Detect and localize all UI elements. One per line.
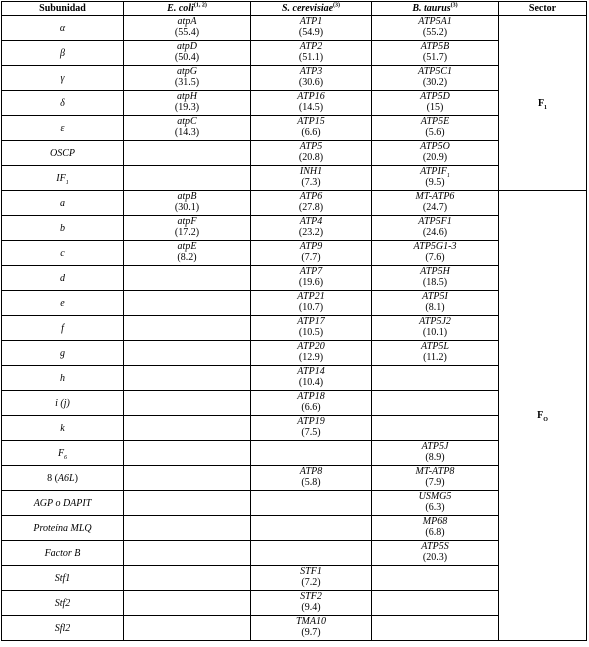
subunit-cell: [2, 41, 124, 66]
bt-mass: (6.8): [425, 527, 445, 538]
scer-gene-name: [251, 266, 371, 277]
bt-mass: (55.2): [422, 27, 448, 38]
subunit-cell: [2, 591, 124, 616]
bt-cell: [372, 566, 499, 591]
ecoli-cell: [124, 566, 251, 591]
subunit-close: ): [74, 472, 78, 484]
ecoli-mass: (31.5): [174, 77, 200, 88]
bt-cell: [372, 591, 499, 616]
scer-gene-text: ATP1: [299, 16, 323, 27]
subunit-cell: [2, 16, 124, 41]
scer-gene-name: [251, 91, 371, 102]
scer-mass: (10.5): [298, 327, 324, 338]
subunit-name: k: [60, 422, 65, 434]
scer-gene-text: ATP5: [299, 141, 323, 152]
bt-mass: (15): [426, 102, 444, 113]
ecoli-cell: [124, 516, 251, 541]
ecoli-cell: [124, 366, 251, 391]
ecoli-cell: [124, 616, 251, 641]
bt-mass: (18.5): [422, 277, 448, 288]
subunit-name: h: [60, 372, 65, 384]
subunit-name: δ: [60, 97, 65, 109]
scer-gene-name: [251, 416, 371, 427]
ecoli-gene-name: [124, 191, 250, 202]
scer-cell: [251, 416, 372, 441]
ecoli-mass: (30.1): [174, 202, 200, 213]
scer-mass: (14.5): [298, 102, 324, 113]
scer-mass: (10.7): [298, 302, 324, 313]
scer-gene-name: [251, 316, 371, 327]
bt-mass: (8.1): [425, 302, 445, 313]
subunit-number: 8 (: [47, 472, 58, 484]
scer-gene-name: [251, 191, 371, 202]
subunit-name: Proteína MLQ: [33, 522, 92, 534]
scer-gene-name: [251, 616, 371, 627]
scer-mass: (5.8): [301, 477, 321, 488]
bt-cell: [372, 141, 499, 166]
scer-mass: (7.5): [301, 427, 321, 438]
scer-cell: [251, 141, 372, 166]
subunit-cell: [2, 191, 124, 216]
bt-gene-text: ATP5I: [422, 291, 448, 302]
bt-gene-text: ATP5C1: [417, 66, 453, 77]
scer-mass: (7.2): [301, 577, 321, 588]
bt-gene-name: [372, 166, 498, 177]
subunit-cell: [2, 366, 124, 391]
bt-gene-name: [372, 266, 498, 277]
ecoli-gene-text: atpC: [177, 116, 197, 127]
subunit-cell: [2, 341, 124, 366]
ecoli-cell: [124, 141, 251, 166]
ecoli-cell: [124, 316, 251, 341]
subunit-name: α: [59, 22, 66, 34]
bt-cell: [372, 516, 499, 541]
scer-gene-text: ATP20: [297, 341, 325, 352]
subunit-name: g: [60, 347, 65, 359]
bt-cell: [372, 166, 499, 191]
header-bt-name: B. taurus: [412, 3, 451, 14]
bt-gene-name: [372, 91, 498, 102]
scer-gene-name: [251, 141, 371, 152]
scer-mass: (51.1): [298, 52, 324, 63]
ecoli-gene-name: [124, 216, 250, 227]
scer-mass: (10.4): [298, 377, 324, 388]
ecoli-gene-name: [124, 41, 250, 52]
ecoli-gene-name: [124, 16, 250, 27]
ecoli-mass: (50.4): [174, 52, 200, 63]
bt-gene-text: ATP5J: [421, 441, 449, 452]
scer-mass: (7.7): [301, 252, 321, 263]
bt-gene-name: [372, 491, 498, 502]
sector-fo-sub: O: [543, 417, 548, 423]
bt-gene-name: [372, 466, 498, 477]
ecoli-cell: [124, 466, 251, 491]
bt-gene-name: [372, 66, 498, 77]
scer-gene-name: [251, 391, 371, 402]
ecoli-cell: [124, 591, 251, 616]
ecoli-cell: [124, 416, 251, 441]
subunit-subscript: 1: [65, 179, 69, 186]
subunit-cell: [2, 516, 124, 541]
bt-mass: (7.9): [425, 477, 445, 488]
scer-cell: [251, 516, 372, 541]
ecoli-cell: [124, 116, 251, 141]
subunit-cell: [2, 66, 124, 91]
subunit-cell: [2, 116, 124, 141]
scer-gene-text: ATP3: [299, 66, 323, 77]
subunit-name: b: [60, 222, 65, 234]
bt-cell: [372, 41, 499, 66]
ecoli-cell: [124, 291, 251, 316]
ecoli-gene-text: atpD: [177, 41, 197, 52]
scer-gene-text: ATP2: [299, 41, 323, 52]
ecoli-cell: [124, 541, 251, 566]
scer-gene-name: [251, 366, 371, 377]
scer-gene-text: ATP21: [297, 291, 325, 302]
scer-gene-name: [251, 341, 371, 352]
bt-gene-text: ATPIF: [420, 166, 447, 177]
scer-mass: (7.3): [301, 177, 321, 188]
bt-cell: [372, 466, 499, 491]
header-scer-ref: (3): [333, 2, 341, 9]
bt-gene-text: ATP5B: [420, 41, 450, 52]
bt-gene-text: ATP5H: [420, 266, 450, 277]
ecoli-mass: (19.3): [174, 102, 200, 113]
subunit-name: i (j): [55, 397, 70, 409]
scer-gene-name: [251, 41, 371, 52]
bt-gene-text: ATP5J2: [419, 316, 451, 327]
subunit-name: Factor B: [44, 547, 81, 559]
header-ecoli: [124, 2, 251, 16]
subunit-cell: [2, 491, 124, 516]
subunit-cell: [2, 241, 124, 266]
subunit-cell: [2, 416, 124, 441]
bt-gene-name: [372, 316, 498, 327]
bt-gene-name: [372, 341, 498, 352]
bt-mass: (7.6): [425, 252, 445, 263]
sector-f1: [499, 16, 587, 191]
table-row: [2, 191, 587, 216]
scer-cell: [251, 266, 372, 291]
ecoli-cell: [124, 66, 251, 91]
bt-gene-text: MP68: [422, 516, 448, 527]
subunit-name: IF: [56, 172, 66, 184]
bt-cell: [372, 441, 499, 466]
bt-cell: [372, 616, 499, 641]
scer-cell: [251, 591, 372, 616]
bt-mass: (20.3): [422, 552, 448, 563]
header-sector: Sector: [499, 2, 587, 16]
bt-cell: [372, 341, 499, 366]
subunit-cell: [2, 141, 124, 166]
scer-gene-text: STF2: [300, 591, 322, 602]
sector-fo-main: F: [537, 410, 544, 421]
ecoli-cell: [124, 41, 251, 66]
scer-gene-text: TMA10: [296, 616, 326, 627]
subunit-cell: [2, 441, 124, 466]
bt-gene-text: ATP5F1: [418, 216, 452, 227]
subunit-name: ε: [60, 122, 65, 134]
subunit-name: d: [60, 272, 65, 284]
bt-gene-name: [372, 541, 498, 552]
scer-cell: [251, 341, 372, 366]
subunit-name: Stf2: [54, 597, 71, 609]
bt-mass: (30.2): [422, 77, 448, 88]
scer-gene-name: [251, 216, 371, 227]
subunit-cell: [2, 91, 124, 116]
header-ecoli-ref: (1, 2): [193, 2, 207, 9]
bt-gene-text: ATP5S: [421, 541, 449, 552]
header-scerevisiae: [251, 2, 372, 16]
subunit-name: Stf1: [54, 572, 71, 584]
bt-mass: (51.7): [422, 52, 448, 63]
bt-cell: [372, 316, 499, 341]
bt-gene-name: [372, 241, 498, 252]
scer-cell: [251, 66, 372, 91]
ecoli-cell: [124, 216, 251, 241]
ecoli-cell: [124, 266, 251, 291]
subunit-name: c: [60, 247, 65, 259]
bt-mass: (20.9): [422, 152, 448, 163]
scer-cell: [251, 166, 372, 191]
ecoli-gene-name: [124, 66, 250, 77]
bt-cell: [372, 216, 499, 241]
scer-mass: (6.6): [301, 127, 321, 138]
bt-cell: [372, 541, 499, 566]
ecoli-gene-name: [124, 116, 250, 127]
bt-gene-name: [372, 516, 498, 527]
subunit-name: OSCP: [50, 147, 75, 159]
bt-cell: [372, 491, 499, 516]
scer-gene-text: ATP9: [299, 241, 323, 252]
scer-cell: [251, 366, 372, 391]
bt-cell: [372, 16, 499, 41]
scer-mass: (54.9): [298, 27, 324, 38]
scer-gene-text: STF1: [300, 566, 322, 577]
subunit-name: Sfl2: [54, 622, 71, 634]
scer-gene-text: ATP15: [297, 116, 325, 127]
subunit-cell: [2, 316, 124, 341]
scer-cell: [251, 566, 372, 591]
ecoli-cell: [124, 341, 251, 366]
ecoli-cell: [124, 391, 251, 416]
subunit-alias: A6L: [57, 472, 75, 484]
ecoli-gene-text: atpH: [177, 91, 197, 102]
bt-gene-name: [372, 216, 498, 227]
scer-gene-name: [251, 241, 371, 252]
scer-gene-name: [251, 66, 371, 77]
scer-cell: [251, 316, 372, 341]
scer-gene-text: ATP4: [299, 216, 323, 227]
scer-gene-text: ATP8: [299, 466, 323, 477]
bt-gene-text: ATP5D: [420, 91, 450, 102]
scer-mass: (27.8): [298, 202, 324, 213]
scer-gene-text: INH1: [299, 166, 323, 177]
sector-f1-main: F: [537, 97, 545, 109]
scer-mass: (9.4): [301, 602, 321, 613]
bt-cell: [372, 391, 499, 416]
ecoli-gene-text: atpE: [177, 241, 197, 252]
ecoli-gene-text: atpG: [177, 66, 197, 77]
bt-mass: (5.6): [425, 127, 445, 138]
ecoli-mass: (17.2): [174, 227, 200, 238]
bt-mass: (6.3): [425, 502, 445, 513]
bt-gene-name: [372, 16, 498, 27]
header-scer-name: S. cerevisiae: [281, 3, 334, 14]
scer-mass: (23.2): [298, 227, 324, 238]
ecoli-mass: (55.4): [174, 27, 200, 38]
bt-gene-name: [372, 41, 498, 52]
bt-gene-text: ATP5O: [420, 141, 450, 152]
bt-gene-name: [372, 441, 498, 452]
bt-cell: [372, 291, 499, 316]
bt-gene-name: [372, 141, 498, 152]
scer-mass: (19.6): [298, 277, 324, 288]
header-btaurus: [372, 2, 499, 16]
scer-gene-name: [251, 16, 371, 27]
subunit-cell: [2, 166, 124, 191]
ecoli-cell: [124, 241, 251, 266]
subunit-cell: [2, 566, 124, 591]
bt-gene-text: MT-ATP8: [415, 466, 455, 477]
bt-mass: (24.7): [422, 202, 448, 213]
scer-gene-text: ATP17: [297, 316, 325, 327]
ecoli-cell: [124, 191, 251, 216]
scer-cell: [251, 441, 372, 466]
bt-gene-text: MT-ATP6: [415, 191, 455, 202]
scer-cell: [251, 216, 372, 241]
subunit-cell: [2, 466, 124, 491]
header-row: [2, 2, 587, 16]
bt-mass: (11.2): [423, 352, 447, 363]
bt-cell: [372, 191, 499, 216]
scer-gene-name: [251, 591, 371, 602]
scer-cell: [251, 41, 372, 66]
scer-gene-text: ATP7: [299, 266, 323, 277]
ecoli-gene-text: atpF: [177, 216, 197, 227]
bt-gene-text: USMG5: [418, 491, 452, 502]
scer-cell: [251, 116, 372, 141]
subunit-cell: [2, 616, 124, 641]
scer-mass: (9.7): [301, 627, 321, 638]
scer-cell: [251, 191, 372, 216]
bt-cell: [372, 366, 499, 391]
subunit-name: a: [60, 197, 65, 209]
sector-f1-sub: 1: [544, 104, 548, 111]
subunit-name: F: [57, 447, 65, 459]
scer-cell: [251, 616, 372, 641]
subunit-cell: [2, 391, 124, 416]
header-ecoli-name: E. coli: [167, 3, 194, 14]
scer-gene-name: [251, 566, 371, 577]
bt-gene-text: ATP5G1-3: [413, 241, 457, 252]
scer-gene-text: ATP6: [299, 191, 323, 202]
table-body: [2, 16, 587, 641]
table-row: [2, 16, 587, 41]
ecoli-mass: (8.2): [177, 252, 197, 263]
ecoli-gene-name: [124, 91, 250, 102]
ecoli-gene-text: atpB: [177, 191, 197, 202]
bt-cell: [372, 91, 499, 116]
scer-mass: (30.6): [298, 77, 324, 88]
bt-cell: [372, 266, 499, 291]
subunit-name: β: [60, 47, 65, 59]
bt-cell: [372, 241, 499, 266]
subunit-name: f: [61, 322, 64, 334]
header-subunit: Subunidad: [2, 2, 124, 16]
scer-cell: [251, 391, 372, 416]
scer-cell: [251, 541, 372, 566]
scer-gene-text: ATP19: [297, 416, 325, 427]
ecoli-cell: [124, 16, 251, 41]
subunit-table: [1, 1, 587, 641]
bt-gene-text: ATP5L: [421, 341, 449, 352]
subunit-subscript: 6: [64, 454, 68, 461]
bt-gene-text: ATP5A1: [418, 16, 452, 27]
bt-gene-name: [372, 291, 498, 302]
bt-gene-name: [372, 191, 498, 202]
scer-cell: [251, 491, 372, 516]
scer-mass: (12.9): [298, 352, 324, 363]
scer-cell: [251, 241, 372, 266]
scer-gene-text: ATP14: [297, 366, 325, 377]
sector-fo: [499, 191, 587, 641]
ecoli-cell: [124, 491, 251, 516]
ecoli-mass: (14.3): [174, 127, 200, 138]
bt-mass: (24.6): [422, 227, 448, 238]
header-bt-ref: (3): [450, 2, 458, 9]
ecoli-cell: [124, 91, 251, 116]
subunit-name: γ: [60, 72, 65, 84]
scer-gene-name: [251, 466, 371, 477]
subunit-cell: [2, 216, 124, 241]
scer-gene-name: [251, 116, 371, 127]
scer-cell: [251, 16, 372, 41]
bt-gene-text: ATP5E: [420, 116, 450, 127]
bt-mass: (10.1): [422, 327, 448, 338]
ecoli-cell: [124, 166, 251, 191]
scer-mass: (20.8): [298, 152, 324, 163]
subunit-name: e: [60, 297, 65, 309]
bt-cell: [372, 66, 499, 91]
bt-mass: (9.5): [425, 177, 445, 188]
subunit-cell: [2, 541, 124, 566]
scer-gene-text: ATP16: [297, 91, 325, 102]
bt-gene-subscript: 1: [446, 173, 450, 179]
ecoli-gene-name: [124, 241, 250, 252]
scer-gene-name: [251, 291, 371, 302]
scer-gene-text: ATP18: [297, 391, 325, 402]
bt-cell: [372, 116, 499, 141]
ecoli-gene-text: atpA: [177, 16, 197, 27]
subunit-cell: [2, 266, 124, 291]
ecoli-cell: [124, 441, 251, 466]
scer-cell: [251, 291, 372, 316]
subunit-cell: [2, 291, 124, 316]
scer-cell: [251, 91, 372, 116]
bt-mass: (8.9): [425, 452, 445, 463]
scer-cell: [251, 466, 372, 491]
scer-gene-name: [251, 166, 371, 177]
scer-mass: (6.6): [301, 402, 321, 413]
bt-cell: [372, 416, 499, 441]
bt-gene-name: [372, 116, 498, 127]
subunit-name: AGP o DAPIT: [33, 497, 92, 509]
